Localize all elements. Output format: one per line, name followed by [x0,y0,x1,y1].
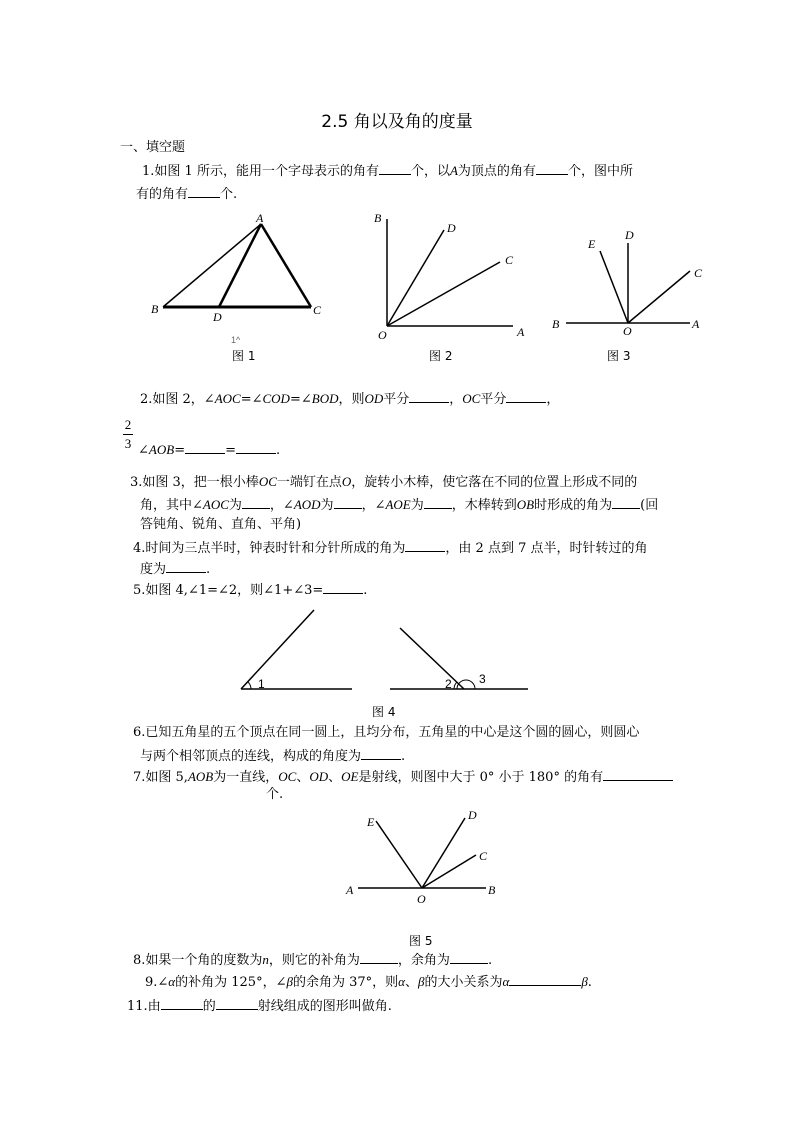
angle-1-arc [248,682,251,689]
label-D: D [213,310,222,324]
label-O: O [623,324,632,338]
question-1-line-1: 1.如图 1 所示，能用一个字母表示的角有 个，以A为顶点的角有 个，图中所 [142,163,633,179]
fig4-left-ray [241,610,314,689]
label-O: O [378,328,387,342]
answer-blank[interactable] [603,767,673,781]
answer-blank[interactable] [409,389,449,403]
answer-blank[interactable] [424,495,452,509]
angle-1-label: 1 [258,677,265,691]
label-B: B [488,883,496,897]
answer-blank[interactable] [536,161,568,175]
answer-blank[interactable] [242,495,270,509]
question-4-line-2: 度为 . [140,559,210,579]
question-2-line-1: 2.如图 2，∠AOC=∠COD=∠BOD，则OD平分 ，OC平分 ， [140,391,560,407]
label-D: D [625,228,634,242]
label-C: C [479,849,488,863]
question-6-line-1: 6.已知五角星的五个顶点在同一圆上，且均分布，五角星的中心是这个圆的圆心，则圆心 [133,725,640,740]
label-C: C [694,266,703,280]
answer-blank[interactable] [379,161,411,175]
question-6-line-2: 与两个相邻顶点的连线，构成的角度为 . [140,746,405,766]
ray-OC [422,855,476,888]
question-9: 9.∠α的补角为 125°，∠β的余角为 37°，则α、β的大小关系为α β. [145,974,592,990]
ray-OD [422,818,465,888]
fig4-right-ray [400,628,464,689]
angle-2-arc [454,682,457,689]
question-4-line-1: 4.时间为三点半时，钟表时针和分针所成的角为 ，由 2 点到 7 点半，时针转过的角 [133,538,647,558]
page-title: 2.5 角以及角的度量 [321,112,473,132]
ray-OC [387,262,500,326]
answer-blank[interactable] [506,389,546,403]
label-B: B [374,211,382,225]
label-A: A [346,883,354,897]
segment-AB [163,224,261,307]
section-heading: 一、填空题 [120,140,186,155]
segment-AD [219,224,261,307]
label-A: A [517,325,525,339]
label-B: B [552,317,560,331]
question-7-line-1: 7.如图 5,AOB为一直线，OC、OD、OE是射线，则图中大于 0° 小于 180° 的角有 [133,767,673,787]
label-C: C [313,303,322,317]
answer-blank[interactable] [188,184,220,198]
answer-blank[interactable] [323,580,363,594]
answer-blank[interactable] [405,538,445,552]
figure-4-caption: 图 4 [372,705,396,719]
ray-OE [376,821,422,888]
label-E: E [588,237,596,251]
label-B: B [151,302,159,316]
figure-5-caption: 图 5 [409,934,433,948]
answer-blank[interactable] [612,495,640,509]
angle-2-label: 2 [445,677,452,691]
label-C: C [505,253,514,267]
question-1-line-2: 有的角有 个. [136,184,237,204]
question-2-line-2: ∠AOB= = . [138,442,281,458]
answer-blank[interactable] [166,559,206,573]
answer-blank[interactable] [161,996,203,1010]
label-D: D [468,808,477,822]
question-11: 11.由 的 射线组成的图形叫做角. [127,996,392,1016]
answer-blank[interactable] [185,440,225,454]
answer-blank[interactable] [361,746,401,760]
label-E: E [367,815,375,829]
label-D: D [447,221,456,235]
answer-blank[interactable] [334,495,362,509]
ray-OE [600,251,628,323]
angle-3-arc [457,680,475,689]
label-O: O [417,892,426,906]
fraction-two-thirds: 2 3 [124,417,132,451]
label-A: A [256,211,264,225]
question-3-line-3: 答钝角、锐角、直角、平角) [140,517,302,532]
answer-blank[interactable] [360,950,398,964]
question-3-line-2: 角，其中∠AOC为 ，∠AOD为 ，∠AOE为 ，木棒转到OB时形成的角为 (回 [140,497,659,513]
label-A: A [692,317,700,331]
question-7-line-2: 个. [266,787,284,802]
stray-mark: 1^ [231,335,241,345]
figure-1-caption: 图 1 [232,349,256,363]
segment-AC [261,224,311,307]
ray-OD [387,230,444,326]
answer-blank[interactable] [450,950,488,964]
question-3-line-1: 3.如图 3，把一根小棒OC一端钉在点O，旋转小木棒，使它落在不同的位置上形成不同的 [130,474,638,490]
figure-2-caption: 图 2 [429,349,453,363]
angle-3-label: 3 [479,672,486,686]
answer-blank[interactable] [509,972,581,986]
question-5: 5.如图 4,∠1=∠2，则∠1+∠3= . [133,580,367,600]
question-8: 8.如果一个角的度数为n，则它的补角为 ，余角为 . [133,952,493,968]
figure-3-caption: 图 3 [607,349,631,363]
ray-OC [628,271,690,323]
answer-blank[interactable] [236,440,276,454]
answer-blank[interactable] [216,996,258,1010]
